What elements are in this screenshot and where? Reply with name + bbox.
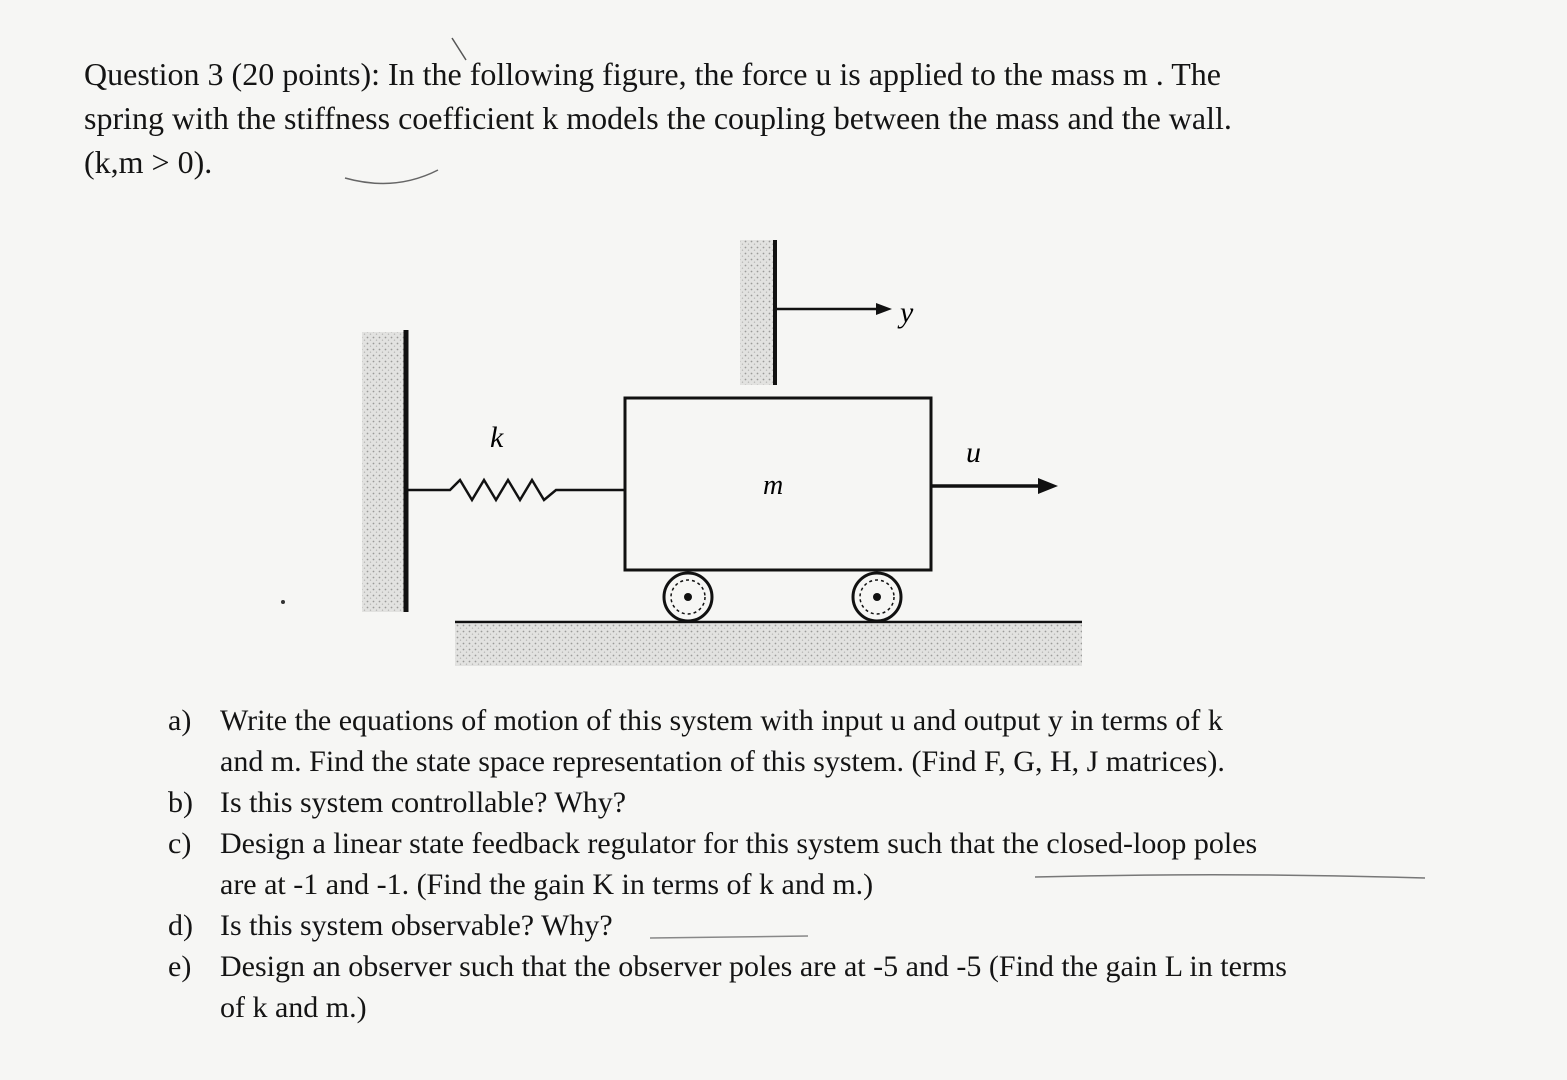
part-text: Design a linear state feedback regulator for this system such that the closed-loop poles	[220, 827, 1258, 860]
part-label: a)	[168, 704, 192, 737]
part-c	[168, 823, 1428, 905]
part-text: Is this system controllable? Why?	[220, 786, 627, 819]
part-d	[168, 905, 1428, 946]
part-b	[168, 782, 1428, 823]
wheel-left	[664, 573, 712, 621]
pen-mark	[452, 38, 466, 60]
question-line: Question 3 (20 points): In the following figure, the force u is applied to the mass m . The	[84, 56, 1221, 92]
part-label: e)	[168, 950, 192, 983]
reference-post-hatch	[740, 240, 774, 385]
spring	[408, 480, 625, 500]
output-arrow-head	[876, 303, 892, 315]
output-label: y	[900, 296, 914, 329]
part-text: of k and m.)	[220, 991, 367, 1024]
wheel-right	[853, 573, 901, 621]
part-text: Design an observer such that the observer poles are at -5 and -5 (Find the gain L in terms	[220, 950, 1287, 983]
part-label: d)	[168, 909, 193, 942]
force-arrow-head	[1038, 478, 1058, 494]
question-line: (k,m > 0).	[84, 144, 213, 180]
part-e	[168, 946, 1428, 1028]
question-line: spring with the stiffness coefficient k models the coupling between the mass and the wall.	[84, 100, 1232, 136]
part-label: c)	[168, 827, 192, 860]
spring-label: k	[490, 421, 504, 454]
pen-dot	[281, 600, 285, 604]
part-a	[168, 700, 1428, 782]
question-parts	[168, 700, 1428, 1028]
part-text: are at -1 and -1. (Find the gain K in terms of k and m.)	[220, 868, 874, 901]
pen-mark	[345, 170, 438, 183]
part-text: Is this system observable? Why?	[220, 909, 613, 942]
ground-hatch	[455, 624, 1082, 666]
part-text: and m. Find the state space representation of this system. (Find F, G, H, J matrices).	[220, 745, 1225, 778]
part-text: Write the equations of motion of this system with input u and output y in terms of k	[220, 704, 1223, 737]
force-label: u	[966, 436, 981, 469]
mass-label: m	[763, 470, 784, 501]
part-label: b)	[168, 786, 193, 819]
left-wall-hatch	[362, 332, 406, 612]
